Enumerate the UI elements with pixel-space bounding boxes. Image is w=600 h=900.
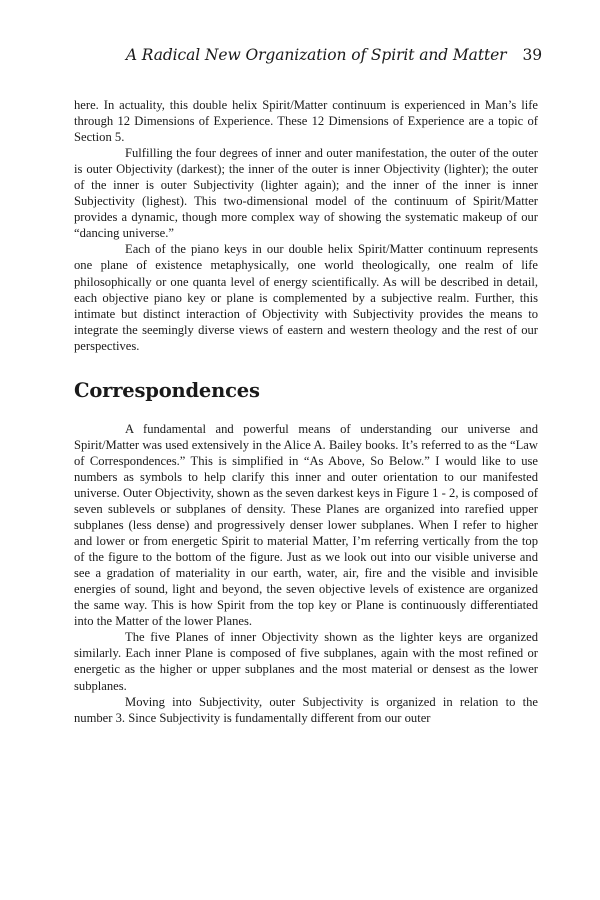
- paragraph: Each of the piano keys in our double helix Spirit/Matter continuum represents one plane of existence metaphysically, one world theologically, one realm of life philosophically or one quanta level of energy scientifically. As will be described in detail, each objective piano key or plane is complemented by a subjective realm. Further, this intimate but distinct interaction of Objectivity with Subjectivity provides the means to integrate the seemingly diverse views of eastern and western theology and the rest of our perspectives.: [74, 242, 538, 353]
- paragraph: The five Planes of inner Objectivity shown as the lighter keys are organized similarly. Each inner Plane is composed of five subplanes, again with the most refined or energetic as the higher or upper subplanes and the most material or densest as the lower subplanes.: [74, 630, 538, 693]
- paragraph: here. In actuality, this double helix Spirit/Matter continuum is experienced in Man’s life through 12 Dimensions of Experience. These 12 Dimensions of Experience are a topic of Section 5.: [74, 98, 538, 145]
- paragraph: Moving into Subjectivity, outer Subjectivity is organized in relation to the number 3. Since Subjectivity is fundamentally different from our outer: [74, 694, 538, 725]
- paragraph: A fundamental and powerful means of understanding our universe and Spirit/Matter was used extensively in the Alice A. Bailey books. It’s referred to as the “Law of Correspondences.” This is simplified in “As Above, So Below.” I would like to use numbers as symbols to help clarify this inner and outer orientation to our manifested universe. Outer Objectivity, shown as the seven darkest keys in Figure 1 - 2, is composed of seven sublevels or subplanes of density. These Planes are organized into rarefied upper subplanes (less dense) and progressively denser lower subplanes. When I refer to higher and lower or from energetic Spirit to material Matter, I’m referring vertically from the top of the figure to the bottom of the figure. Just as we look out into our visible universe and see a gradation of materiality in our earth, water, air, fire and the visible and invisible energies of sound, light and beyond, the seven objective levels of existence are organized the same way. This is how Spirit from the top key or Plane is continuously differentiated into the Matter of the lower Planes.: [74, 421, 538, 629]
- running-head: [0, 46, 600, 64]
- page-number: 39: [522, 46, 542, 64]
- section-heading: Correspondences: [74, 378, 260, 402]
- paragraph: Fulfilling the four degrees of inner and outer manifestation, the outer of the outer is outer Objectivity (darkest); the inner of the outer is inner Objectivity (lighter); the outer of the inner is outer Subjectivity (lighter again); and the inner of the inner is inner Subjectivity (lighest). This two-dimensional model of the continuum of Spirit/Matter provides a dynamic, though more complex way of showing the systematic makeup of our “dancing universe.”: [74, 146, 538, 241]
- running-title: A Radical New Organization of Spirit and Matter: [125, 46, 507, 64]
- body-text: [74, 97, 538, 726]
